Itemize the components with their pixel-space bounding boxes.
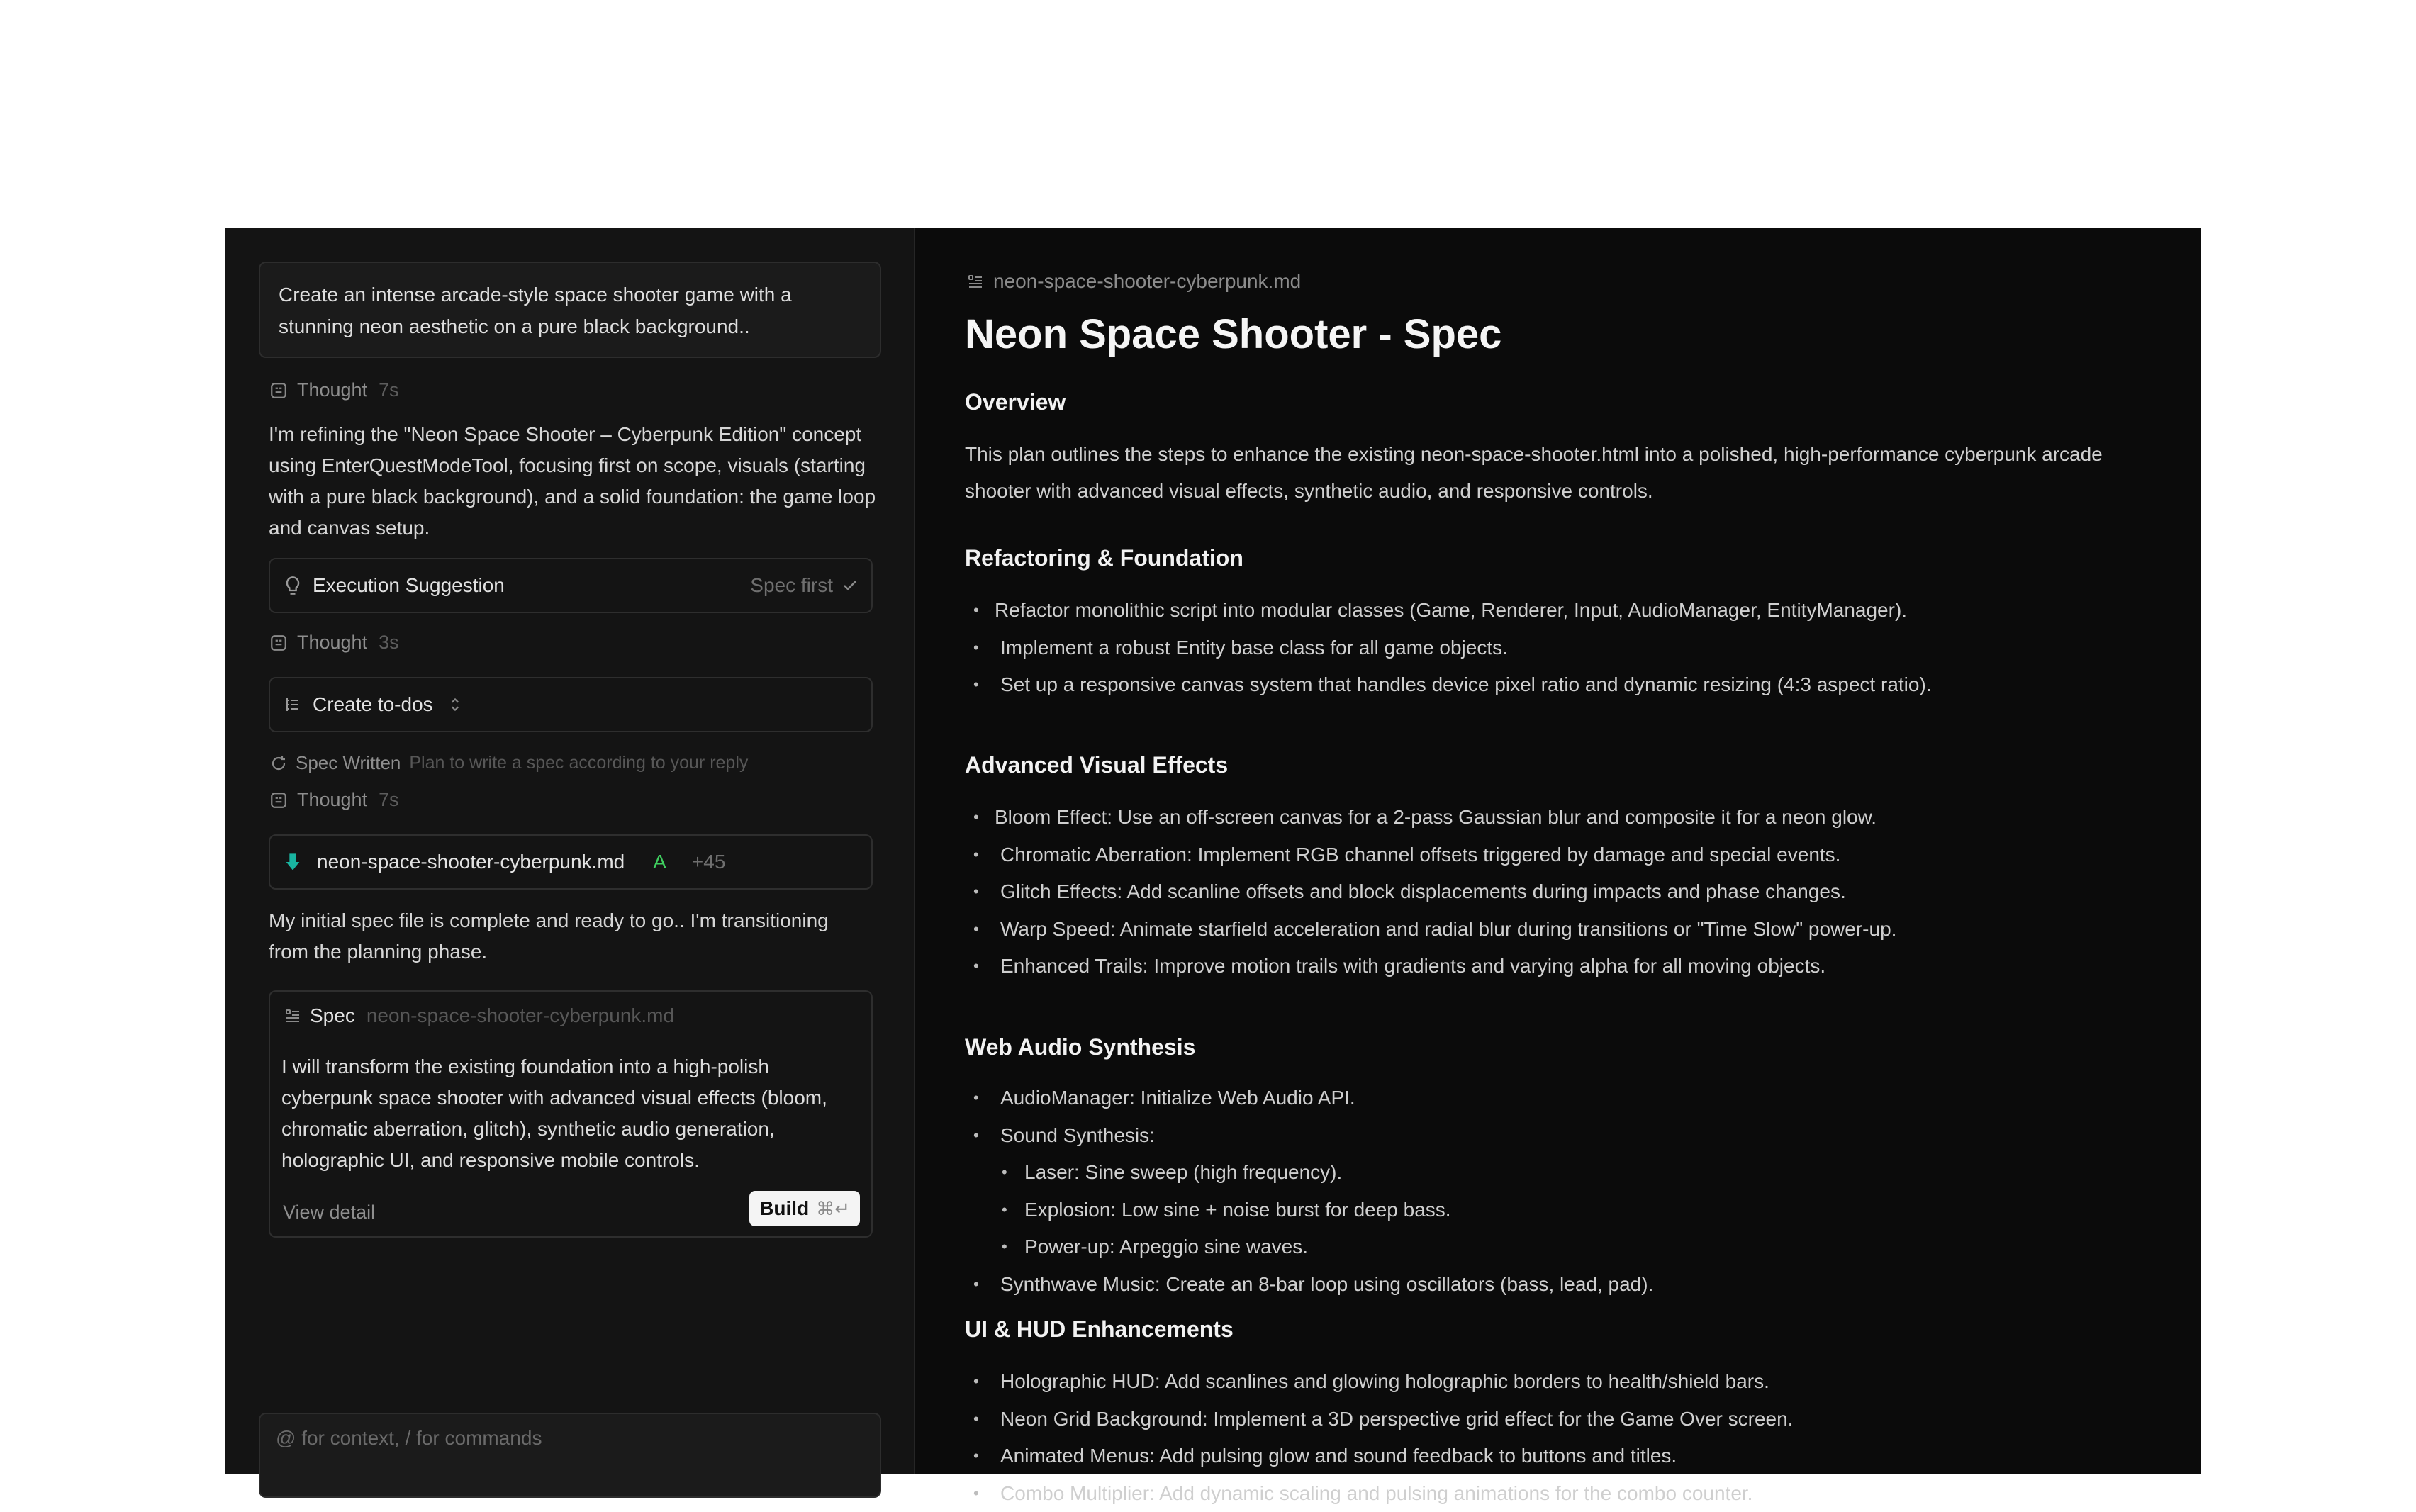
list-item: • Chromatic Aberration: Implement RGB channel offsets triggered by damage and special events. (965, 836, 1896, 874)
markdown-file-icon (283, 852, 303, 872)
file-name: neon-space-shooter-cyberpunk.md (317, 851, 625, 873)
brain-icon (269, 381, 289, 401)
spec-doc-icon (965, 273, 986, 290)
chat-input[interactable] (259, 1413, 881, 1498)
spec-doc-icon (283, 1007, 303, 1024)
list-item: • Laser: Sine sweep (high frequency). (965, 1154, 1653, 1192)
check-icon (841, 577, 859, 594)
list-item: • Sound Synthesis: (965, 1117, 1653, 1155)
list-item: • Synthwave Music: Create an 8-bar loop using oscillators (bass, lead, pad). (965, 1266, 1653, 1304)
thought-duration: 7s (379, 379, 399, 401)
execution-mode-value: Spec first (750, 574, 833, 597)
thought-row-3[interactable] (269, 789, 399, 811)
list-item: • Combo Multiplier: Add dynamic scaling and pulsing animations for the combo counter. (965, 1475, 1793, 1512)
list-item: • Refactor monolithic script into modular classes (Game, Renderer, Input, AudioManager, EntityManager). (965, 592, 1932, 629)
list-icon (283, 695, 303, 714)
brain-icon (269, 790, 289, 810)
refresh-icon (269, 755, 289, 772)
spec-written-desc: Plan to write a spec according to your reply (409, 753, 748, 773)
spec-card-body: I will transform the existing foundation into a high-polish cyberpunk space shooter with advanced visual effects (bloom, chromatic aberration, glitch), synthetic audio generation, holographic UI, and responsive mobile controls. (281, 1051, 860, 1176)
file-status-badge: A (653, 851, 666, 873)
list-item: • Power-up: Arpeggio sine waves. (965, 1228, 1653, 1266)
thought-label: Thought (297, 379, 367, 401)
document-title: Neon Space Shooter - Spec (965, 310, 1501, 359)
chevron-updown-icon (449, 695, 462, 714)
section-heading: Web Audio Synthesis (965, 1031, 1195, 1063)
document-filename-row (965, 270, 1301, 293)
build-button[interactable] (749, 1191, 860, 1226)
execution-suggestion-label: Execution Suggestion (313, 574, 505, 597)
user-prompt-text: Create an intense arcade-style space shooter game with a stunning neon aesthetic on a pure black background.. (279, 279, 861, 342)
chat-input-placeholder: @ for context, / for commands (276, 1427, 542, 1450)
list-item: • Explosion: Low sine + noise burst for deep bass. (965, 1192, 1653, 1229)
app-window (225, 228, 2201, 1474)
list-item: • Bloom Effect: Use an off-screen canvas for a 2-pass Gaussian blur and composite it for a neon glow. (965, 799, 1896, 836)
lightbulb-icon (283, 576, 303, 595)
spec-written-label: Spec Written (296, 752, 401, 774)
build-shortcut: ⌘↵ (816, 1198, 850, 1220)
list-item: • Glitch Effects: Add scanline offsets and block displacements during impacts and phase changes. (965, 873, 1896, 911)
list-item: • AudioManager: Initialize Web Audio API. (965, 1080, 1653, 1117)
thought-duration: 7s (379, 789, 399, 811)
section-list (965, 592, 1932, 704)
spec-card-label: Spec (310, 1004, 355, 1027)
list-item: • Holographic HUD: Add scanlines and glowing holographic borders to health/shield bars. (965, 1363, 1793, 1401)
list-item: • Set up a responsive canvas system that handles device pixel ratio and dynamic resizing (4:3 aspect ratio). (965, 666, 1932, 704)
build-button-label: Build (759, 1197, 809, 1220)
thought-row-2[interactable] (269, 632, 399, 654)
thought-label: Thought (297, 789, 367, 811)
section-heading: Refactoring & Foundation (965, 542, 1243, 573)
view-detail-link[interactable]: View detail (283, 1202, 375, 1223)
list-item: • Enhanced Trails: Improve motion trails with gradients and varying alpha for all moving objects. (965, 948, 1896, 985)
section-list (965, 799, 1896, 985)
thought-text: I'm refining the "Neon Space Shooter – Cyberpunk Edition" concept using EnterQuestModeTool, focusing first on scope, visuals (starting with a pure black background), and a solid foundation: the game loop and canvas setup. (269, 419, 878, 544)
chat-panel (225, 228, 915, 1474)
overview-heading: Overview (965, 386, 1066, 418)
list-item: • Neon Grid Background: Implement a 3D perspective grid effect for the Game Over screen. (965, 1401, 1793, 1438)
document-filename: neon-space-shooter-cyberpunk.md (993, 270, 1301, 293)
section-list (965, 1080, 1653, 1303)
list-item: • Implement a robust Entity base class for all game objects. (965, 629, 1932, 667)
thought-duration: 3s (379, 632, 399, 654)
section-heading: UI & HUD Enhancements (965, 1314, 1234, 1345)
section-list (965, 1363, 1793, 1512)
file-change-tile[interactable] (269, 834, 873, 890)
execution-suggestion[interactable] (269, 558, 873, 613)
file-line-delta: +45 (692, 851, 726, 873)
spec-written-row (269, 752, 748, 774)
thought-label: Thought (297, 632, 367, 654)
user-prompt-card (259, 262, 881, 358)
list-item: • Animated Menus: Add pulsing glow and sound feedback to buttons and titles. (965, 1438, 1793, 1475)
spec-document-panel (915, 228, 2201, 1474)
brain-icon (269, 633, 289, 653)
section-heading: Advanced Visual Effects (965, 749, 1228, 780)
spec-card-file: neon-space-shooter-cyberpunk.md (367, 1004, 674, 1027)
create-todos-label: Create to-dos (313, 693, 433, 716)
spec-card (269, 990, 873, 1238)
thought-row-1[interactable] (269, 379, 399, 401)
overview-text: This plan outlines the steps to enhance the existing neon-space-shooter.html into a polished, high-performance cyberpunk arcade shooter with advanced visual effects, synthetic audio, and responsive controls. (965, 436, 2135, 510)
create-todos-tile[interactable] (269, 677, 873, 732)
list-item: • Warp Speed: Animate starfield acceleration and radial blur during transitions or "Time Slow" power-up. (965, 911, 1896, 948)
complete-text: My initial spec file is complete and ready to go.. I'm transitioning from the planning phase. (269, 905, 836, 968)
